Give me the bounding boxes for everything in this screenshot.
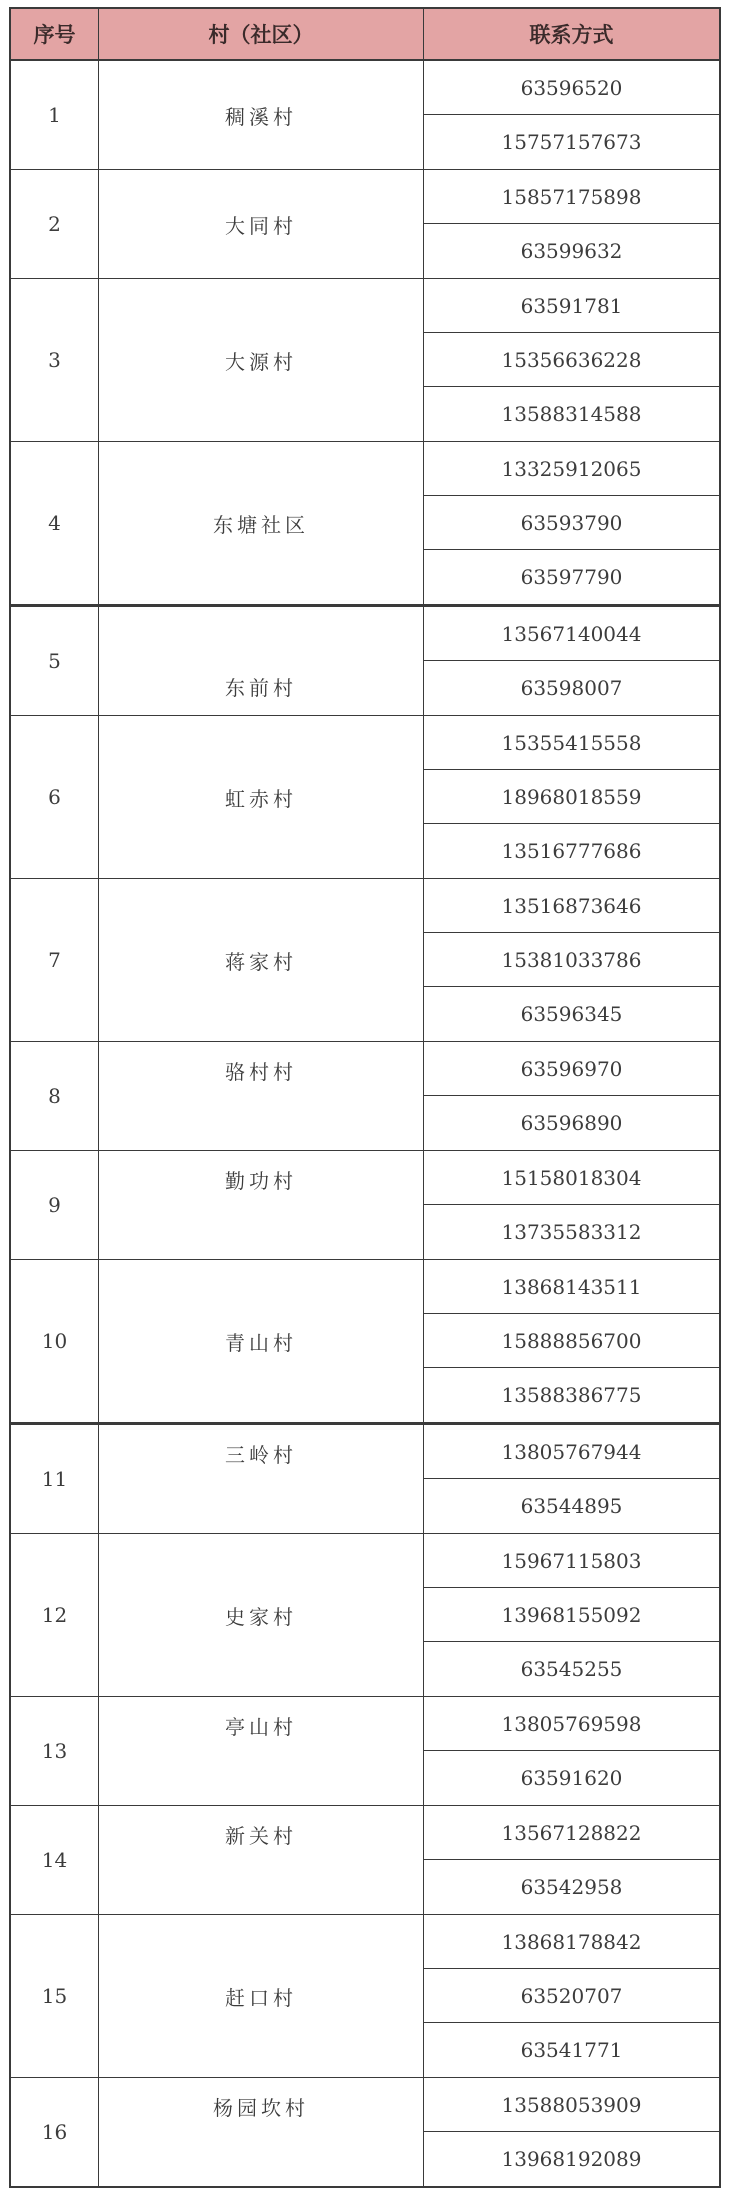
phone-list: [424, 279, 719, 441]
phone-number: 13735583312: [501, 1220, 642, 1244]
village-name: 东前村: [99, 607, 424, 715]
row-number: 7: [11, 879, 99, 1041]
phone-list: [424, 170, 719, 278]
table-row: [11, 879, 719, 1042]
table-row: [11, 1534, 719, 1697]
table-row: [11, 1806, 719, 1915]
phone-number: 13567128822: [424, 1806, 719, 1860]
village-name: 青山村: [99, 1260, 424, 1422]
phone-number: 63545255: [520, 1657, 623, 1681]
phone-number: 13868178842: [424, 1915, 719, 1969]
phone-number: 13968192089: [501, 2147, 642, 2171]
table-row: [11, 279, 719, 442]
village-name: 赶口村: [99, 1915, 424, 2077]
phone-number: 63598007: [520, 676, 623, 700]
row-number: 12: [11, 1534, 99, 1696]
row-number: 10: [11, 1260, 99, 1422]
phone-number: 15757157673: [501, 130, 642, 154]
row-number: 8: [11, 1042, 99, 1150]
phone-list: [424, 1151, 719, 1259]
village-name: 三岭村: [99, 1425, 424, 1533]
village-name: 东塘社区: [99, 442, 424, 604]
phone-list: [424, 1042, 719, 1150]
phone-list: [424, 716, 719, 878]
phone-number: 63591620: [520, 1766, 623, 1790]
phone-number: 13588314588: [501, 402, 642, 426]
contact-table: [9, 7, 721, 2188]
table-row: [11, 170, 719, 279]
table-row: [11, 607, 719, 716]
row-number: 2: [11, 170, 99, 278]
phone-number: 15381033786: [424, 933, 719, 987]
phone-number: 13588386775: [501, 1383, 642, 1407]
village-name: 大源村: [99, 279, 424, 441]
phone-number: 63593790: [424, 496, 719, 550]
phone-number: 63599632: [520, 239, 623, 263]
phone-number: 63596970: [424, 1042, 719, 1096]
phone-list: [424, 61, 719, 169]
row-number: 1: [11, 61, 99, 169]
phone-number: 13805769598: [424, 1697, 719, 1751]
phone-number: 15857175898: [424, 170, 719, 224]
phone-number: 18968018559: [424, 770, 719, 824]
table-body: [11, 61, 719, 2186]
village-name: 杨园坎村: [99, 2078, 424, 2186]
phone-number: 13516873646: [424, 879, 719, 933]
phone-number: 13968155092: [424, 1588, 719, 1642]
phone-number: 15355415558: [424, 716, 719, 770]
phone-number: 63596890: [520, 1111, 623, 1135]
phone-number: 13516777686: [501, 839, 642, 863]
phone-number: 63520707: [424, 1969, 719, 2023]
phone-number: 13805767944: [424, 1425, 719, 1479]
phone-number: 15356636228: [424, 333, 719, 387]
table-row: [11, 1260, 719, 1425]
table-row: [11, 716, 719, 879]
phone-number: 63597790: [520, 565, 623, 589]
row-number: 15: [11, 1915, 99, 2077]
phone-list: [424, 1534, 719, 1696]
phone-list: [424, 1806, 719, 1914]
header-contact: 联系方式: [529, 22, 614, 47]
row-number: 16: [11, 2078, 99, 2186]
phone-list: [424, 1915, 719, 2077]
row-number: 11: [11, 1425, 99, 1533]
phone-list: [424, 442, 719, 604]
village-name: 新关村: [99, 1806, 424, 1914]
phone-list: [424, 1260, 719, 1422]
phone-list: [424, 1425, 719, 1533]
phone-number: 63544895: [520, 1494, 623, 1518]
phone-number: 63542958: [520, 1875, 623, 1899]
row-number: 6: [11, 716, 99, 878]
row-number: 5: [11, 607, 99, 715]
row-number: 4: [11, 442, 99, 604]
table-row: [11, 1697, 719, 1806]
row-number: 3: [11, 279, 99, 441]
table-row: [11, 2078, 719, 2186]
phone-number: 15888856700: [424, 1314, 719, 1368]
table-row: [11, 1425, 719, 1534]
phone-number: 63596520: [424, 61, 719, 115]
table-row: [11, 1042, 719, 1151]
village-name: 勤功村: [99, 1151, 424, 1259]
phone-list: [424, 607, 719, 715]
phone-number: 15158018304: [424, 1151, 719, 1205]
phone-number: 13325912065: [424, 442, 719, 496]
table-row: [11, 1915, 719, 2078]
header-num: 序号: [11, 9, 99, 59]
phone-number: 13588053909: [424, 2078, 719, 2132]
phone-number: 13868143511: [424, 1260, 719, 1314]
phone-number: 63541771: [520, 2038, 623, 2062]
phone-list: [424, 879, 719, 1041]
phone-number: 15967115803: [424, 1534, 719, 1588]
phone-number: 63596345: [520, 1002, 623, 1026]
row-number: 9: [11, 1151, 99, 1259]
phone-list: [424, 2078, 719, 2186]
phone-list: [424, 1697, 719, 1805]
row-number: 13: [11, 1697, 99, 1805]
village-name: 亭山村: [99, 1697, 424, 1805]
village-name: 稠溪村: [99, 61, 424, 169]
table-row: [11, 61, 719, 170]
table-row: [11, 442, 719, 607]
village-name: 蒋家村: [99, 879, 424, 1041]
phone-number: 13567140044: [424, 607, 719, 661]
phone-number: 63591781: [424, 279, 719, 333]
village-name: 大同村: [99, 170, 424, 278]
village-name: 虹赤村: [99, 716, 424, 878]
table-header: [11, 9, 719, 61]
village-name: 骆村村: [99, 1042, 424, 1150]
header-name: 村（社区）: [99, 9, 424, 59]
village-name: 史家村: [99, 1534, 424, 1696]
table-row: [11, 1151, 719, 1260]
row-number: 14: [11, 1806, 99, 1914]
